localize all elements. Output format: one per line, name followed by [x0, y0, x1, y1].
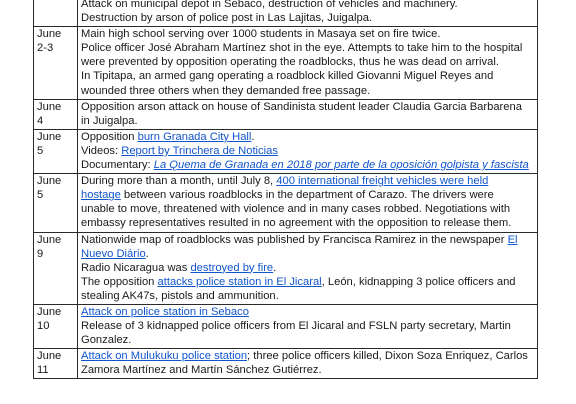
event-text-line	[81, 349, 535, 363]
event-text-line	[81, 319, 535, 333]
event-text: , León, kidnapping 3 police officers and	[321, 275, 516, 288]
event-description-cell	[78, 349, 538, 379]
source-link[interactable]: Nuevo Diário	[81, 247, 146, 260]
event-date-line: June	[37, 175, 62, 188]
timeline-row	[34, 232, 538, 304]
event-text-line	[81, 333, 535, 347]
event-date-line: 5	[37, 189, 44, 202]
event-text: .	[273, 261, 277, 274]
event-description-cell	[78, 174, 538, 232]
event-date-line: June	[37, 350, 62, 363]
timeline-row	[34, 349, 538, 379]
event-text: in Juigalpa.	[81, 114, 138, 127]
event-text: In Tipitapa, an armed gang operating a roadblock killed Giovanni Miguel Reyes and	[81, 70, 494, 83]
event-text: were prevented by opposition operating the roadblocks, thus he was dead on arrival.	[81, 56, 499, 69]
event-date-cell	[34, 27, 78, 99]
event-text-line	[81, 144, 535, 158]
source-link[interactable]: destroyed by fire	[190, 261, 274, 274]
event-date-line: June	[37, 130, 62, 143]
event-text: Documentary:	[81, 159, 154, 172]
event-text: Destruction by arson of police post in Las Lajitas, Juigalpa.	[81, 12, 373, 25]
event-text: Radio Nicaragua was	[81, 261, 191, 274]
event-description-cell	[78, 27, 538, 99]
event-text-line	[81, 41, 535, 55]
event-date-cell	[34, 99, 78, 129]
event-date-line: 2-3	[37, 42, 54, 55]
event-text-line	[81, 69, 535, 83]
event-text: Police officer José Abraham Martínez shot in the eye. Attempts to take him to the hospital	[81, 42, 523, 55]
event-text-line	[81, 363, 535, 377]
event-text-line	[81, 114, 535, 128]
event-date-cell	[34, 304, 78, 348]
event-description-cell	[78, 304, 538, 348]
event-text: Gonzalez.	[81, 334, 132, 347]
event-text-line	[81, 202, 535, 216]
timeline-row	[34, 174, 538, 232]
event-date-line: 4	[37, 114, 44, 127]
event-text: Videos:	[81, 144, 122, 157]
event-date-line: June	[37, 233, 62, 246]
event-text: Attack on municipal depot in Sebaco, destruction of vehicles and machinery.	[81, 0, 458, 10]
event-text-line	[81, 130, 535, 144]
event-text: ; three police officers killed, Dixon Soza Enriquez, Carlos	[247, 350, 528, 363]
event-text: embassy representatives resulted in no agreement with the opposition to release them.	[81, 217, 512, 230]
event-text: unable to move, threatened with violence and in many cases robbed. Negotiations with	[81, 203, 511, 216]
event-text-line	[81, 174, 535, 188]
event-text-line	[81, 55, 535, 69]
event-description-cell	[78, 129, 538, 173]
timeline-row	[34, 99, 538, 129]
event-date-cell	[34, 129, 78, 173]
event-date-cell	[34, 349, 78, 379]
timeline-row	[34, 0, 538, 27]
event-date-cell	[34, 174, 78, 232]
event-text: During more than a month, until July 8,	[81, 175, 277, 188]
event-date-line: 10	[37, 320, 50, 333]
source-link[interactable]: Report by Trinchera de Noticias	[121, 144, 278, 157]
event-date-cell	[34, 232, 78, 304]
event-description-cell	[78, 232, 538, 304]
event-text: between various roadblocks in the department of Carazo. The drivers were	[120, 189, 494, 202]
event-text-line	[81, 216, 535, 230]
event-text-line	[81, 247, 535, 261]
timeline-row	[34, 27, 538, 99]
event-text-line	[81, 289, 535, 303]
event-text: Nationwide map of roadblocks was published by Francisca Ramirez in the newspaper	[81, 233, 508, 246]
source-link[interactable]: attacks police station in El Jicaral	[157, 275, 322, 288]
event-text: The opposition	[81, 275, 158, 288]
event-text-line	[81, 84, 535, 98]
timeline-row	[34, 304, 538, 348]
event-text: Main high school serving over 1000 students in Masaya set on fire twice.	[81, 28, 441, 41]
source-link[interactable]: 400 international freight vehicles were held	[276, 175, 489, 188]
timeline-row	[34, 129, 538, 173]
source-link[interactable]: Attack on police station in Sebaco	[81, 305, 249, 318]
event-text-line	[81, 305, 535, 319]
event-text: Opposition arson attack on house of Sandinista student leader Claudia Garcia Barbarena	[81, 100, 522, 113]
event-text-line	[81, 0, 535, 11]
event-text: .	[145, 247, 149, 260]
event-date-line: 11	[37, 364, 49, 377]
event-date-line: 5	[37, 144, 44, 157]
event-text-line	[81, 233, 535, 247]
source-link[interactable]: hostage	[81, 189, 121, 202]
event-date-line: June	[37, 28, 62, 41]
event-description-cell	[78, 0, 538, 27]
event-text: stealing AK47s, pistols and ammunition.	[81, 289, 279, 302]
source-link[interactable]: El	[507, 233, 518, 246]
events-timeline-table	[33, 0, 538, 379]
event-description-cell	[78, 99, 538, 129]
event-date-line: June	[37, 100, 62, 113]
event-text-line	[81, 261, 535, 275]
timeline-body	[34, 0, 538, 379]
event-text: .	[251, 130, 255, 143]
event-text-line	[81, 275, 535, 289]
source-link[interactable]: Attack on Mulukuku police station	[81, 350, 248, 363]
event-text-line	[81, 11, 535, 25]
event-date-line: June	[37, 305, 62, 318]
event-text: Release of 3 kidnapped police officers from El Jicaral and FSLN party secretary, Martin	[81, 320, 511, 333]
event-date-cell	[34, 0, 78, 27]
event-text-line	[81, 188, 535, 202]
source-link[interactable]: burn Granada City Hall	[137, 130, 252, 143]
event-text: Opposition	[81, 130, 138, 143]
event-date-line: 9	[37, 247, 44, 260]
event-text-line	[81, 27, 535, 41]
event-text-line	[81, 100, 535, 114]
event-text: wounded three others when they demanded free passage.	[81, 84, 371, 97]
event-text: Zamora Martínez and Martín Sánchez Gutiérrez.	[81, 364, 322, 377]
event-text-line	[81, 158, 535, 172]
source-link[interactable]: La Quema de Granada en 2018 por parte de la oposición golpista y fascista	[153, 159, 529, 172]
